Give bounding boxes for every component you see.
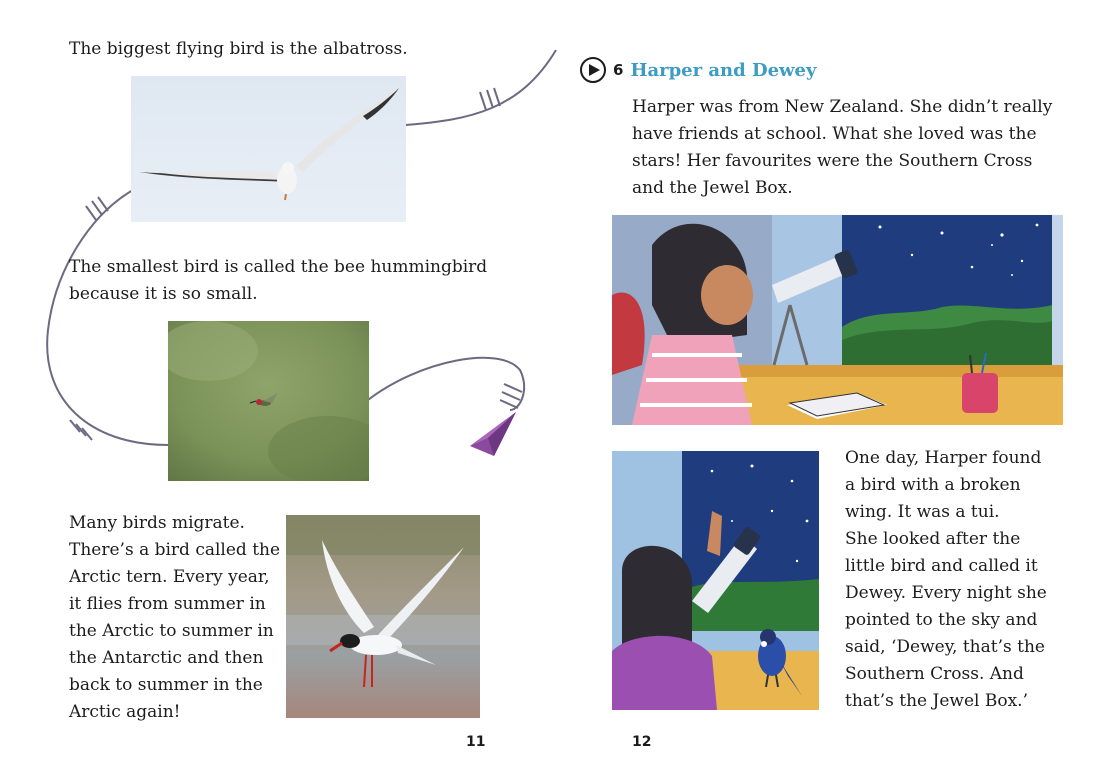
story-paragraph: One day, Harper found a bird with a broken wing. It was a tui. She looked after the little bird and called it Dewey. Every night she pointed to the sky and said, ‘Dewey, that’s the Southern Cross. And that’s the Jewel Box.’	[845, 448, 1047, 711]
audio-play-button[interactable]	[580, 57, 606, 83]
chapter-heading	[580, 57, 816, 83]
page-number-right: 12	[632, 734, 652, 750]
hummingbird-photo	[168, 321, 369, 481]
albatross-caption: The biggest flying bird is the albatross.	[69, 39, 408, 59]
hummingbird-caption: The smallest bird is called the bee hummingbird because it is so small.	[69, 257, 488, 304]
harper-dewey-illustration	[612, 451, 819, 710]
paper-plane-icon	[468, 408, 520, 458]
harper-telescope-illustration	[612, 215, 1063, 425]
chapter-number: 6	[613, 61, 624, 79]
chapter-title: Harper and Dewey	[630, 59, 817, 81]
intro-paragraph: Harper was from New Zealand. She didn’t really have friends at school. What she loved was the stars! Her favourites were the Southern Cross and the Jewel Box.	[632, 97, 1053, 198]
page-number-left: 11	[466, 734, 486, 750]
play-icon	[588, 64, 600, 76]
albatross-photo	[131, 76, 406, 222]
arctic-tern-photo	[286, 515, 480, 718]
tern-caption: Many birds migrate. There’s a bird called the Arctic tern. Every year, it flies from summer in the Arctic to summer in the Antarctic and then back to summer in the Arctic again!	[69, 513, 281, 722]
